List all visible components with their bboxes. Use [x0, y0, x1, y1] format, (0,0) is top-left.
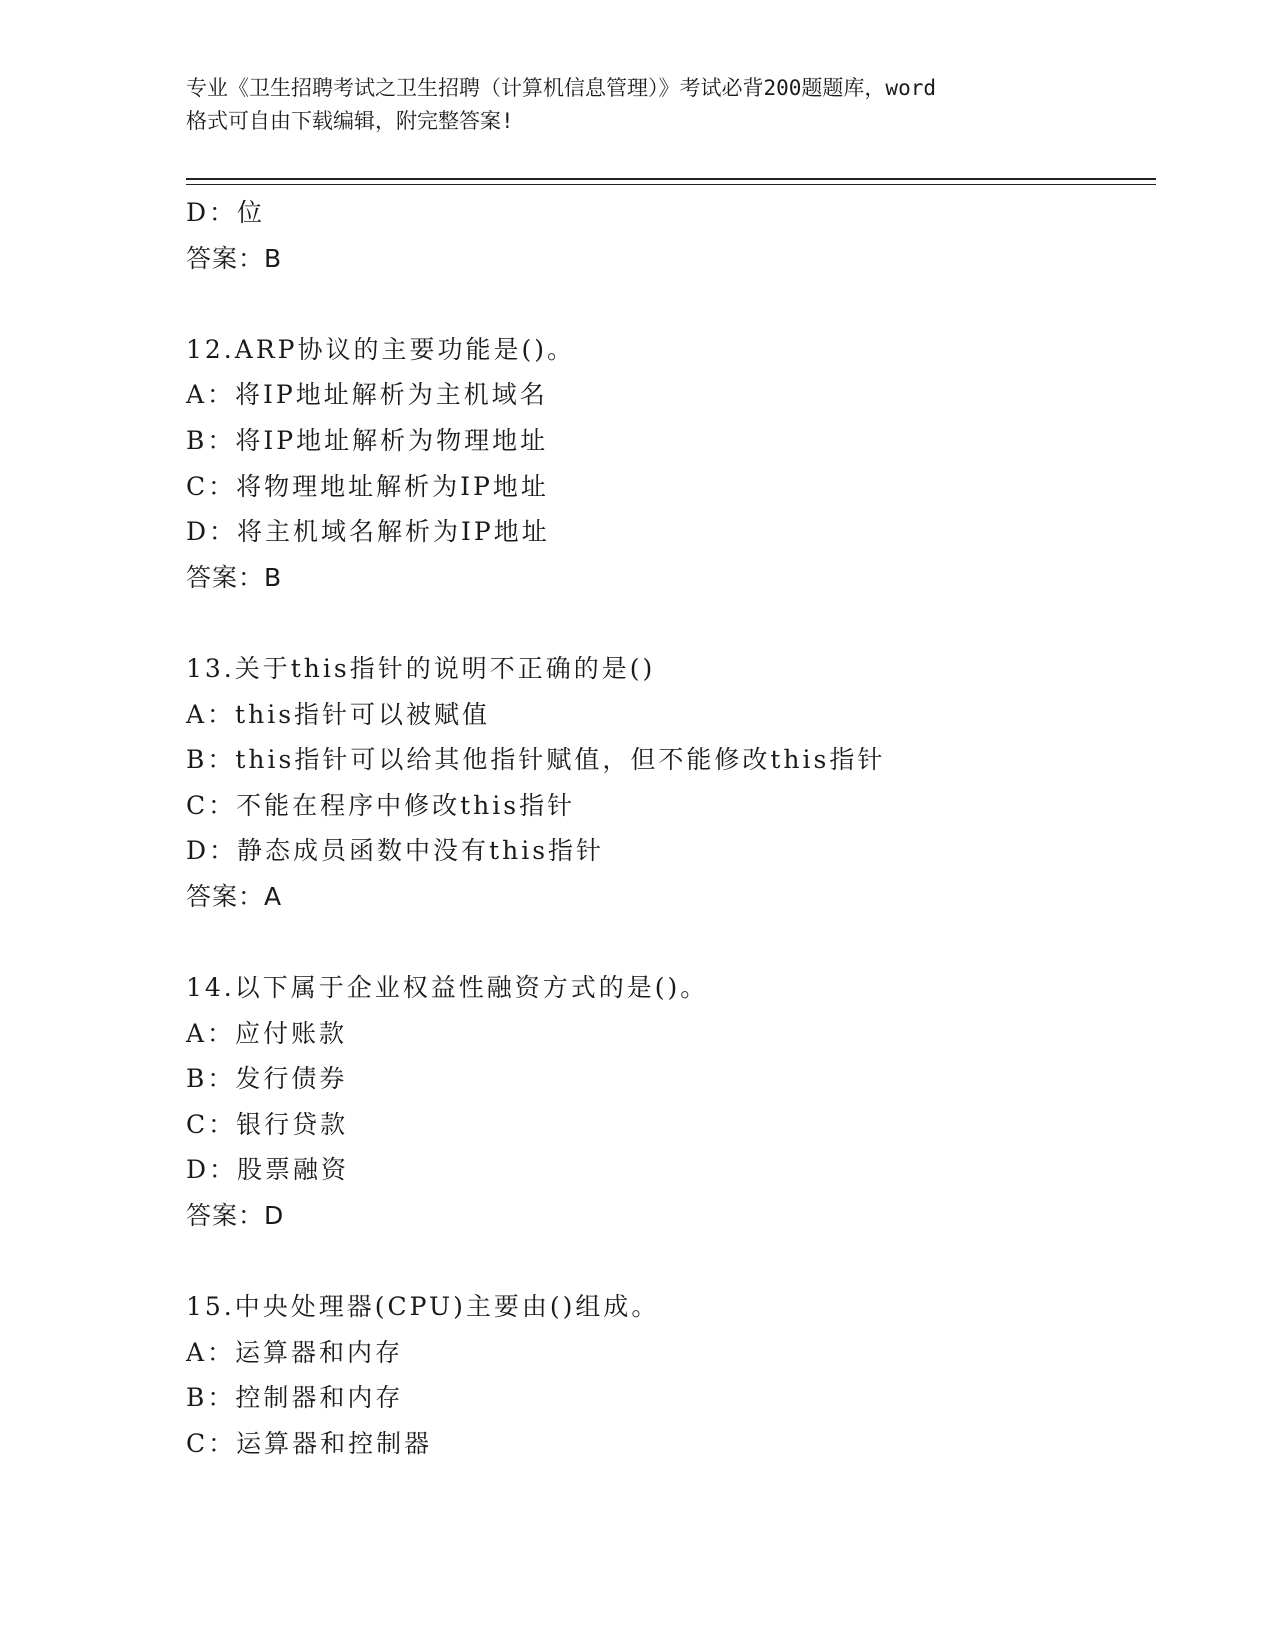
question-15 [186, 1284, 1156, 1466]
option-a: A：运算器和内存 [186, 1337, 404, 1367]
question-11 [186, 190, 1156, 281]
header-title-line-2: 格式可自由下载编辑，附完整答案! [186, 109, 514, 133]
option-d: D：静态成员函数中没有this指针 [186, 836, 605, 866]
option-a: A：应付账款 [186, 1018, 348, 1048]
question-text: 15.中央处理器(CPU)主要由()组成。 [186, 1292, 660, 1322]
answer: 答案：B [186, 562, 283, 592]
question-text: 13.关于this指针的说明不正确的是() [186, 653, 656, 683]
option-c: C：将物理地址解析为IP地址 [186, 471, 549, 501]
option-a: A：将IP地址解析为主机域名 [186, 380, 548, 410]
option-c: C：不能在程序中修改this指针 [186, 790, 576, 820]
header-divider-thick [186, 178, 1156, 180]
question-12 [186, 327, 1156, 601]
option-b: B：this指针可以给其他指针赋值，但不能修改this指针 [186, 745, 886, 775]
option-c: C：银行贷款 [186, 1109, 349, 1139]
header-divider-thin [186, 184, 1156, 185]
answer: 答案：B [186, 243, 283, 273]
option-c: C：运算器和控制器 [186, 1429, 433, 1459]
header-title-line-1: 专业《卫生招聘考试之卫生招聘（计算机信息管理）》考试必背200题题库，word [186, 76, 936, 100]
option-b: B：发行债券 [186, 1064, 348, 1094]
question-14 [186, 965, 1156, 1239]
question-list [186, 190, 1156, 1467]
option-b: B：将IP地址解析为物理地址 [186, 425, 549, 455]
question-text: 14.以下属于企业权益性融资方式的是()。 [186, 973, 709, 1003]
question-13 [186, 646, 1156, 920]
option-b: B：控制器和内存 [186, 1383, 404, 1413]
document-header [186, 72, 1146, 138]
option-d: D：股票融资 [186, 1155, 350, 1185]
answer: 答案：A [186, 881, 283, 911]
question-text: 12.ARP协议的主要功能是()。 [186, 334, 575, 364]
option-d: D：位 [186, 198, 266, 227]
option-d: D：将主机域名解析为IP地址 [186, 517, 550, 547]
option-a: A：this指针可以被赋值 [186, 699, 491, 729]
answer: 答案：D [186, 1201, 285, 1231]
